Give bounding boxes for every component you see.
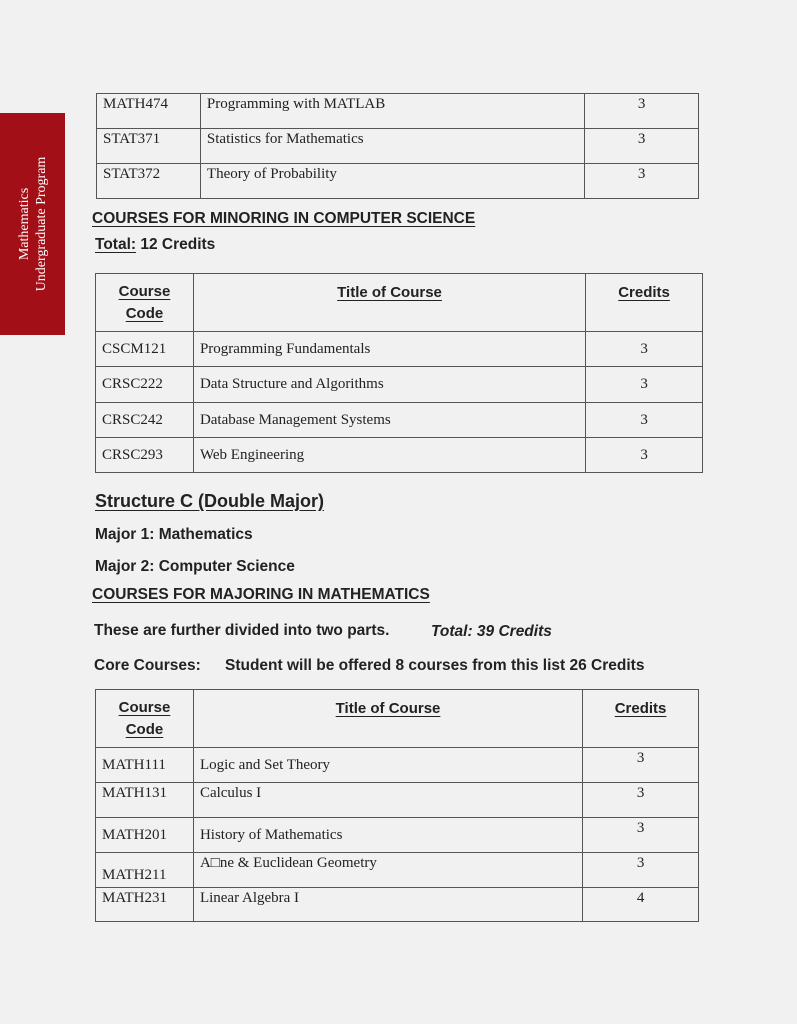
header-course-code: Course Code <box>96 690 194 748</box>
course-credits: 3 <box>586 332 703 367</box>
course-code: CRSC222 <box>96 367 194 403</box>
table-row <box>96 818 699 853</box>
course-title: Programming with MATLAB <box>200 94 584 129</box>
course-title: Data Structure and Algorithms <box>193 367 585 403</box>
table-row <box>96 403 703 438</box>
minor-cs-total-label: Total: <box>95 236 137 253</box>
course-credits: 3 <box>585 164 699 199</box>
course-code: MATH474 <box>97 94 201 129</box>
course-title: Statistics for Mathematics <box>200 129 584 164</box>
course-code: MATH131 <box>96 783 194 818</box>
course-title: History of Mathematics <box>193 818 582 853</box>
table-row <box>96 748 699 783</box>
header-credits: Credits <box>586 274 703 332</box>
table-row <box>96 332 703 367</box>
course-credits: 3 <box>586 438 703 473</box>
structure-c-heading: Structure C (Double Major) <box>95 491 325 511</box>
table-top <box>96 93 699 199</box>
side-tab-text <box>16 157 50 292</box>
minor-cs-total <box>95 236 215 254</box>
course-title: Web Engineering <box>193 438 585 473</box>
major1-label: Major 1: Mathematics <box>95 526 253 543</box>
course-title: Calculus I <box>193 783 582 818</box>
side-tab <box>0 113 65 335</box>
header-course-code: Course Code <box>96 274 194 332</box>
course-credits: 4 <box>583 888 699 922</box>
course-code: MATH231 <box>96 888 194 922</box>
table-row <box>96 367 703 403</box>
table-row <box>96 853 699 888</box>
course-credits: 3 <box>583 818 699 853</box>
table-row <box>96 438 703 473</box>
course-credits: 3 <box>583 853 699 888</box>
minor-cs-total-value: 12 Credits <box>136 236 216 253</box>
course-code: MATH111 <box>96 748 194 783</box>
course-credits: 3 <box>586 403 703 438</box>
course-credits: 3 <box>583 748 699 783</box>
course-code: CRSC242 <box>96 403 194 438</box>
table-row <box>97 129 699 164</box>
table-major-math <box>95 689 699 922</box>
divided-text: These are further divided into two parts. <box>94 622 390 639</box>
course-title: A□ne & Euclidean Geometry <box>193 853 582 888</box>
course-code: MATH201 <box>96 818 194 853</box>
table-row <box>97 94 699 129</box>
course-title: Programming Fundamentals <box>193 332 585 367</box>
table-header-row <box>96 274 703 332</box>
course-title: Database Management Systems <box>193 403 585 438</box>
major-math-heading: COURSES FOR MAJORING IN MATHEMATICS <box>92 586 430 603</box>
core-courses-label: Core Courses: <box>94 657 201 674</box>
side-tab-line1: Mathematics <box>16 187 32 261</box>
course-code: STAT372 <box>97 164 201 199</box>
side-tab-line2: Undergraduate Program <box>33 156 49 292</box>
course-title: Linear Algebra I <box>193 888 582 922</box>
course-title: Logic and Set Theory <box>193 748 582 783</box>
table-row <box>96 783 699 818</box>
total-credits: Total: 39 Credits <box>431 623 552 640</box>
course-credits: 3 <box>583 783 699 818</box>
header-credits: Credits <box>583 690 699 748</box>
table-row <box>96 888 699 922</box>
course-credits: 3 <box>585 94 699 129</box>
major2-label: Major 2: Computer Science <box>95 558 295 575</box>
course-code: MATH211 <box>96 853 194 888</box>
course-code: CRSC293 <box>96 438 194 473</box>
table-header-row <box>96 690 699 748</box>
table-row <box>97 164 699 199</box>
table-minor-cs <box>95 273 703 473</box>
course-code: STAT371 <box>97 129 201 164</box>
core-courses-desc: Student will be offered 8 courses from this list 26 Credits <box>225 657 645 674</box>
header-title: Title of Course <box>193 274 585 332</box>
course-credits: 3 <box>586 367 703 403</box>
course-credits: 3 <box>585 129 699 164</box>
header-title: Title of Course <box>193 690 582 748</box>
minor-cs-heading: COURSES FOR MINORING IN COMPUTER SCIENCE <box>92 210 476 227</box>
course-title: Theory of Probability <box>200 164 584 199</box>
course-code: CSCM121 <box>96 332 194 367</box>
